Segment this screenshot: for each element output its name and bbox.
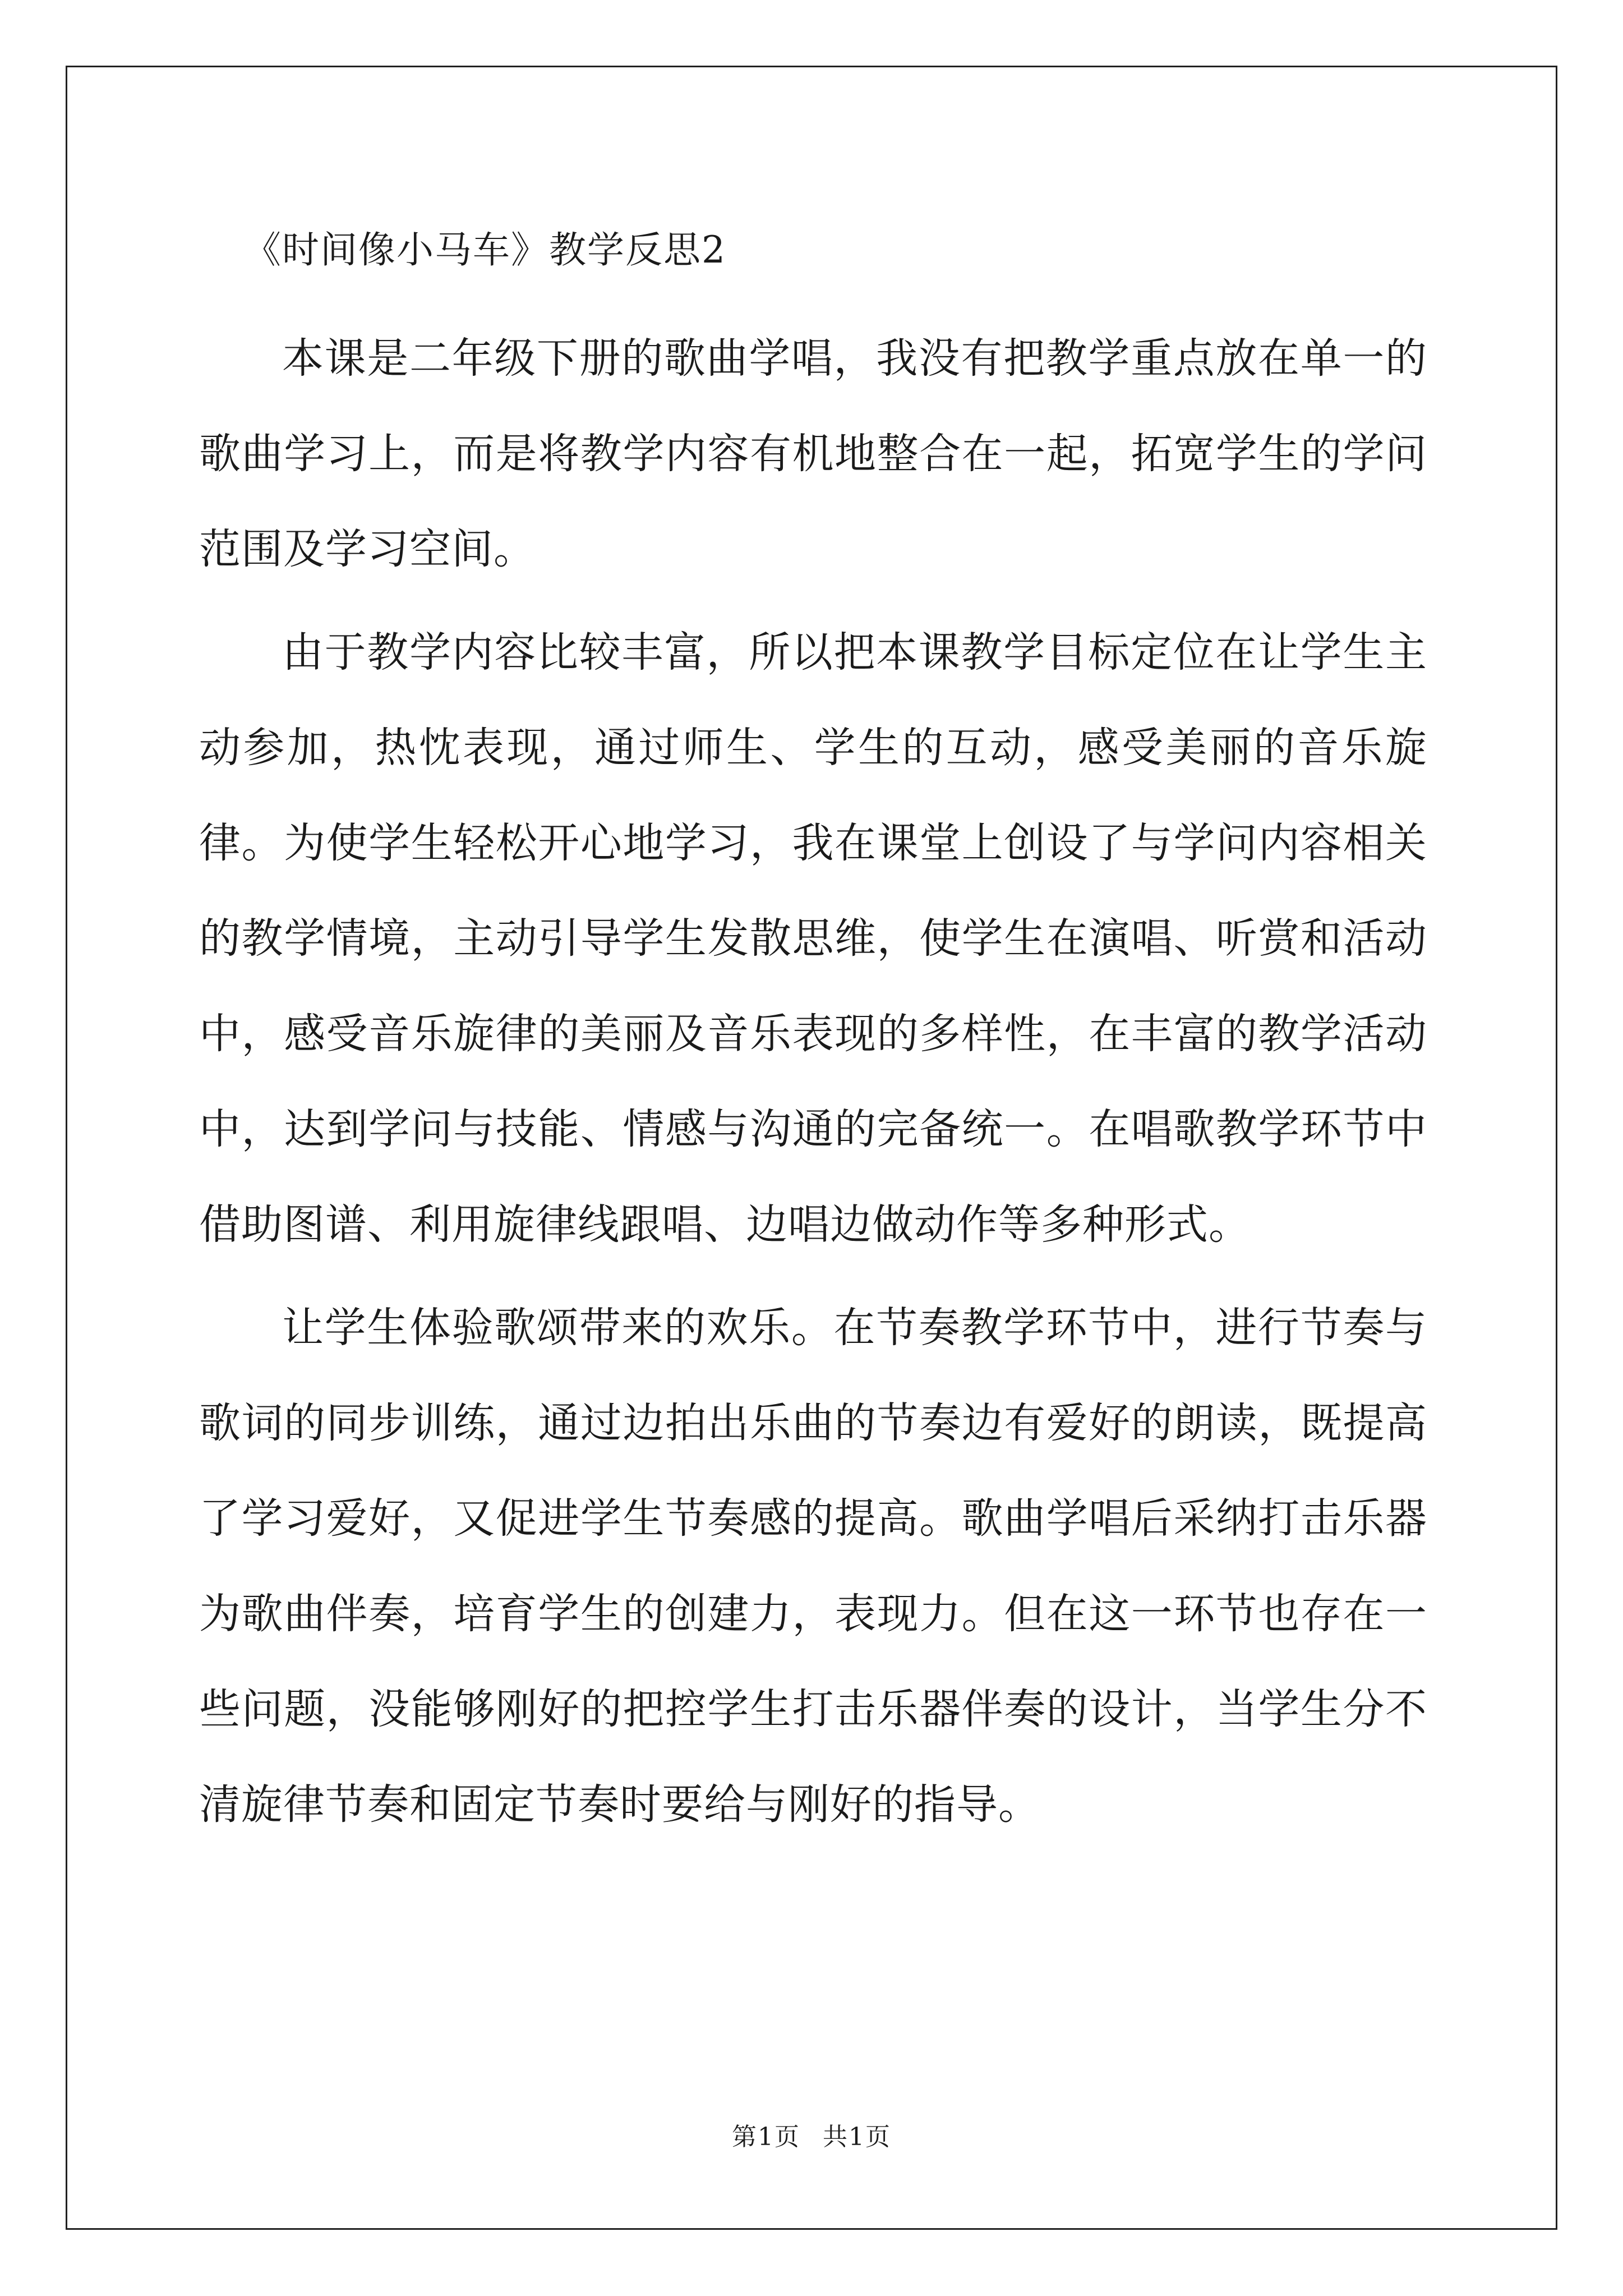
page-number-current: 第1页 [732,2123,800,2151]
paragraph-3: 让学生体验歌颂带来的欢乐。在节奏教学环节中，进行节奏与歌词的同步训练，通过边拍出乐曲的节奏边有爱好的朗读，既提高了学习爱好，又促进学生节奏感的提高。歌曲学唱后采纳打击乐器为歌曲伴奏，培育学生的创建力，表现力。但在这一环节也存在一些问题，没能够刚好的把控学生打击乐器伴奏的设计，当学生分不清旋律节奏和固定节奏时要给与刚好的指导。 [199,1304,1427,1829]
document-title: 《时间像小马车》教学反思2 [244,228,726,272]
page-footer [0,2120,1623,2154]
page-number-total: 共1页 [823,2123,891,2151]
paragraph-2: 由于教学内容比较丰富，所以把本课教学目标定位在让学生主动参加，热忱表现，通过师生、学生的互动，感受美丽的音乐旋律。为使学生轻松开心地学习，我在课堂上创设了与学问内容相关的教学情境，主动引导学生发散思维，使学生在演唱、听赏和活动中，感受音乐旋律的美丽及音乐表现的多样性，在丰富的教学活动中，达到学问与技能、情感与沟通的完备统一。在唱歌教学环节中借助图谱、利用旋律线跟唱、边唱边做动作等多种形式。 [199,628,1427,1249]
document-body [199,213,1427,1852]
paragraph-1: 本课是二年级下册的歌曲学唱，我没有把教学重点放在单一的歌曲学习上，而是将教学内容有机地整合在一起，拓宽学生的学问范围及学习空间。 [199,334,1427,573]
